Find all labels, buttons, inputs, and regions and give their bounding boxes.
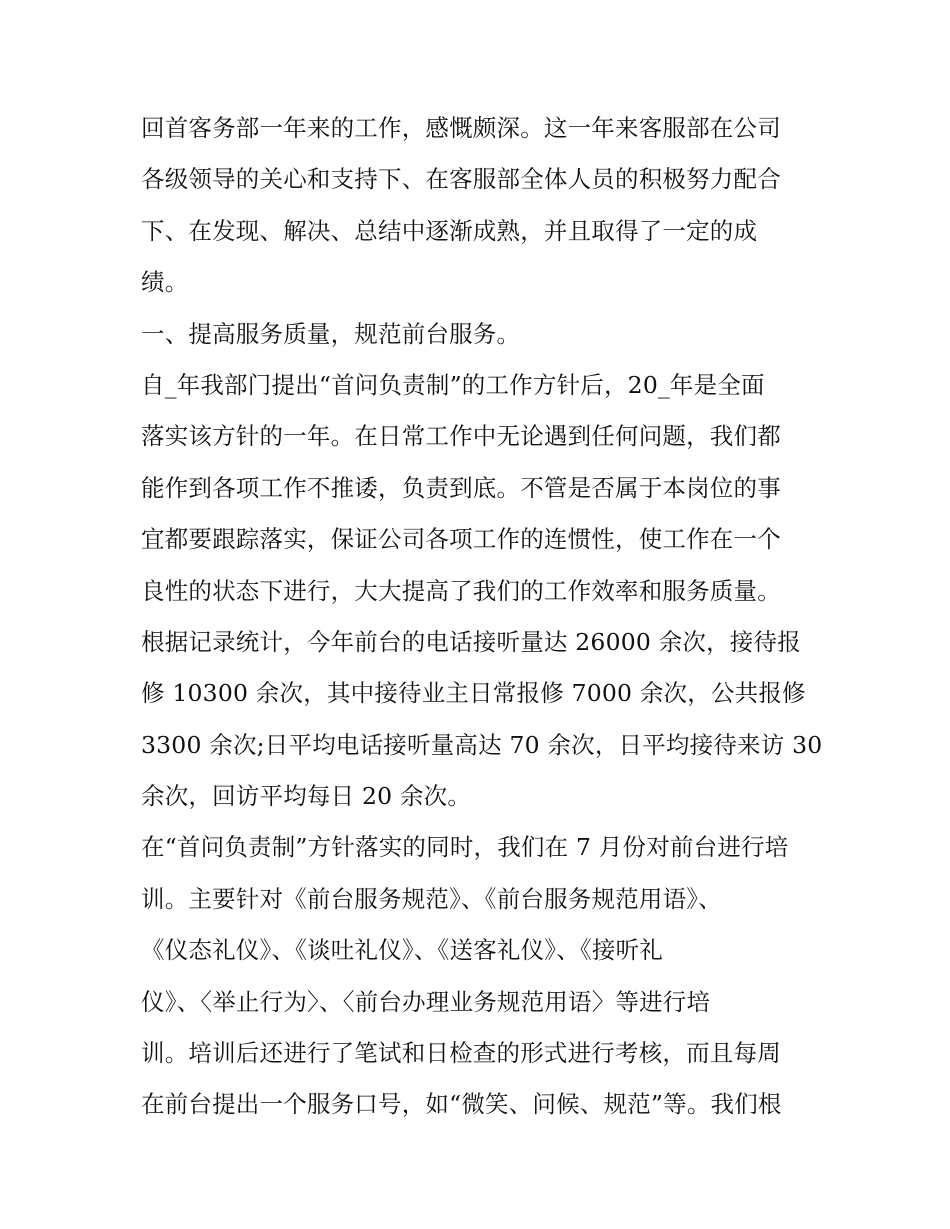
text-line-1: 回首客务部一年来的工作，感慨颇深。这一年来客服部在公司	[141, 114, 781, 142]
text-line-10: 良性的状态下进行，大大提高了我们的工作效率和服务质量。	[141, 576, 781, 605]
text-line-2: 各级领导的关心和支持下、在客服部全体人员的积极努力配合	[141, 165, 781, 194]
text-line-11: 根据记录统计，今年前台的电话接听量达 26000 余次，接待报	[141, 627, 801, 656]
text-line-9: 宜都要跟踪落实，保证公司各项工作的连惯性，使工作在一个	[141, 525, 781, 554]
text-line-16: 训。主要针对《前台服务规范》、《前台服务规范用语》、	[141, 884, 722, 913]
section-heading-1: 一、提高服务质量，规范前台服务。	[141, 319, 521, 348]
text-line-13: 3300 余次;日平均电话接听量高达 70 余次，日平均接待来访 30	[141, 730, 823, 759]
text-line-4: 绩。	[141, 268, 189, 297]
text-line-17: 《仪态礼仪》、《谈吐礼仪》、《送客礼仪》、《接听礼	[141, 936, 663, 965]
text-line-12: 修 10300 余次，其中接待业主日常报修 7000 余次，公共报修	[141, 679, 806, 708]
text-line-14: 余次，回访平均每日 20 余次。	[141, 782, 472, 811]
text-line-15: 在“首问负责制”方针落实的同时，我们在 7 月份对前台进行培	[141, 833, 789, 862]
text-line-6: 自_年我部门提出“首问负责制”的工作方针后，20_年是全面	[141, 370, 765, 399]
text-line-7: 落实该方针的一年。在日常工作中无论遇到任何问题，我们都	[141, 422, 781, 451]
text-line-8: 能作到各项工作不推诿，负责到底。不管是否属于本岗位的事	[141, 473, 781, 502]
text-line-18: 仪》、〈举止行为〉、〈前台办理业务规范用语〉等进行培	[141, 987, 711, 1016]
text-line-19: 训。培训后还进行了笔试和日检查的形式进行考核，而且每周	[141, 1039, 781, 1068]
document-body	[141, 103, 821, 1131]
text-line-3: 下、在发现、解决、总结中逐渐成熟，并且取得了一定的成	[141, 216, 758, 245]
text-line-20: 在前台提出一个服务口号，如“微笑、问候、规范”等。我们根	[141, 1090, 782, 1119]
